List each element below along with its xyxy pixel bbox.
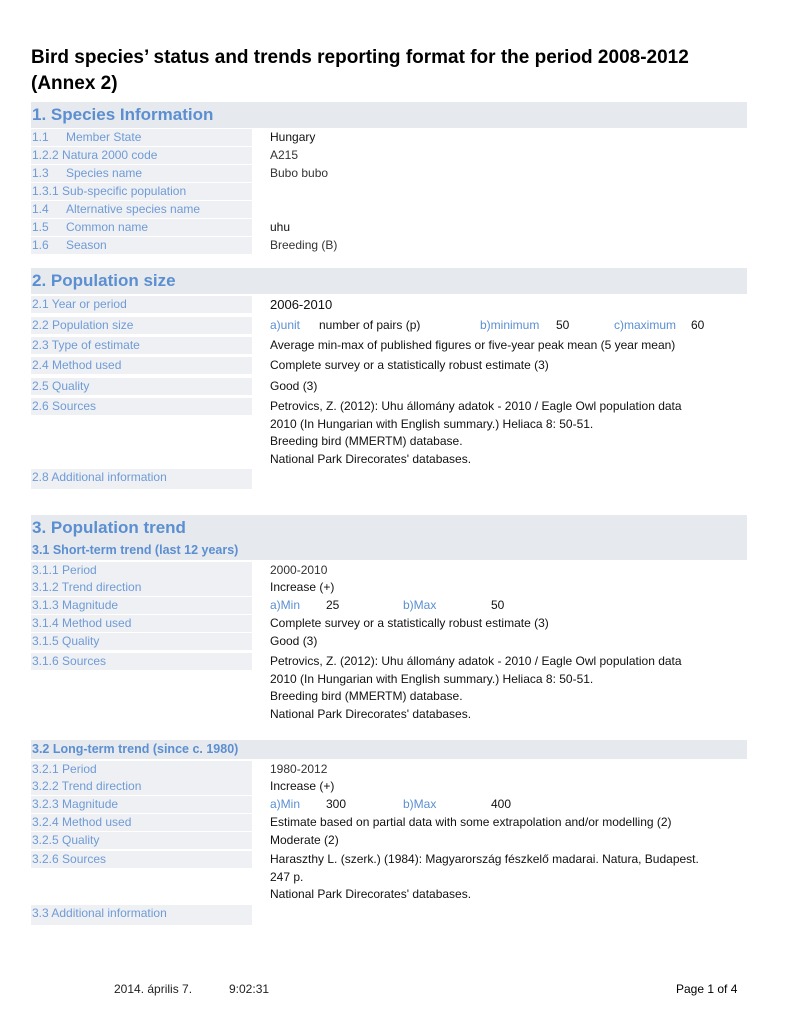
source-line: National Park Direcorates' databases.: [270, 706, 472, 721]
source-line: Breeding bird (MMERTM) database.: [270, 689, 463, 703]
long-max-value: 400: [491, 797, 512, 811]
short-min-value: 25: [326, 598, 340, 612]
unit-key: a)unit: [270, 318, 301, 332]
value-quality: Good (3): [270, 379, 318, 393]
value-type-of-estimate: Average min-max of published figures or five-year peak mean (5 year mean): [270, 338, 676, 352]
label-species-name: 1.3 Species name: [31, 165, 252, 182]
source-line: Petrovics, Z. (2012): Uhu állomány adatok - 2010 / Eagle Owl population data: [270, 399, 682, 413]
value-short-trend-direction: Increase (+): [270, 580, 335, 594]
label-common-name: 1.5 Common name: [31, 219, 252, 236]
short-sources-list: [270, 653, 740, 723]
section-species-information: 1. Species Information: [31, 102, 747, 128]
value-long-quality: Moderate (2): [270, 833, 339, 847]
long-max-key: b)Max: [403, 797, 437, 811]
label-short-sources: 3.1.6 Sources: [31, 653, 252, 670]
value-long-period: 1980-2012: [270, 762, 328, 776]
footer-page-number: Page 1 of 4: [676, 982, 738, 996]
label-alternative-species-name: 1.4 Alternative species name: [31, 201, 252, 218]
label-short-magnitude: 3.1.3 Magnitude: [31, 597, 252, 614]
long-sources-list: [270, 851, 740, 904]
label-method-used: 2.4 Method used: [31, 357, 252, 374]
value-year-or-period: 2006-2010: [270, 297, 333, 312]
source-line: 247 p.: [270, 869, 304, 884]
source-line: Petrovics, Z. (2012): Uhu állomány adatok - 2010 / Eagle Owl population data: [270, 654, 682, 668]
label-long-period: 3.2.1 Period: [31, 761, 252, 778]
source-line: Breeding bird (MMERTM) database.: [270, 434, 463, 448]
minimum-key: b)minimum: [480, 318, 540, 332]
long-min-value: 300: [326, 797, 347, 811]
value-member-state: Hungary: [270, 130, 316, 144]
minimum-value: 50: [556, 318, 570, 332]
title-line-2: (Annex 2): [31, 73, 118, 94]
label-long-trend-direction: 3.2.2 Trend direction: [31, 778, 252, 795]
section-population-trend: 3. Population trend: [31, 515, 747, 541]
value-short-method-used: Complete survey or a statistically robust estimate (3): [270, 616, 549, 630]
document-title: [31, 45, 761, 97]
short-max-value: 50: [491, 598, 505, 612]
section-population-size: 2. Population size: [31, 268, 747, 294]
unit-value: number of pairs (p): [319, 318, 421, 332]
label-trend-additional-information: 3.3 Additional information: [31, 905, 252, 925]
label-long-magnitude: 3.2.3 Magnitude: [31, 796, 252, 813]
footer-date: 2014. április 7.: [114, 982, 193, 996]
label-additional-information: 2.8 Additional information: [31, 469, 252, 489]
source-line: National Park Direcorates' databases.: [270, 887, 472, 901]
label-long-sources: 3.2.6 Sources: [31, 851, 252, 868]
value-long-trend-direction: Increase (+): [270, 779, 335, 793]
long-min-key: a)Min: [270, 797, 301, 811]
maximum-key: c)maximum: [614, 318, 676, 332]
value-method-used: Complete survey or a statistically robust estimate (3): [270, 358, 549, 372]
value-long-method-used: Estimate based on partial data with some extrapolation and/or modelling (2): [270, 815, 672, 829]
label-natura-code: 1.2.2 Natura 2000 code: [31, 147, 252, 164]
value-common-name: uhu: [270, 220, 291, 234]
label-member-state: 1.1 Member State: [31, 129, 252, 146]
label-sub-specific-population: 1.3.1 Sub-specific population: [31, 183, 252, 200]
footer-time: 9:02:31: [229, 982, 270, 996]
source-line: 2010 (In Hungarian with English summary.) Heliaca 8: 50-51.: [270, 671, 594, 686]
label-year-or-period: 2.1 Year or period: [31, 296, 252, 313]
source-line: National Park Direcorates' databases.: [270, 451, 472, 466]
value-short-period: 2000-2010: [270, 563, 328, 577]
source-line: 2010 (In Hungarian with English summary.) Heliaca 8: 50-51.: [270, 416, 594, 431]
value-short-quality: Good (3): [270, 634, 318, 648]
label-sources: 2.6 Sources: [31, 398, 252, 415]
label-short-period: 3.1.1 Period: [31, 562, 252, 579]
maximum-value: 60: [691, 318, 705, 332]
label-population-size: 2.2 Population size: [31, 317, 252, 334]
label-season: 1.6 Season: [31, 237, 252, 254]
sources-list: [270, 398, 740, 468]
title-line-1: Bird species’ status and trends reporting format for the period 2008-2012: [31, 47, 689, 68]
label-short-quality: 3.1.5 Quality: [31, 633, 252, 650]
label-long-method-used: 3.2.4 Method used: [31, 814, 252, 831]
source-line: Haraszthy L. (szerk.) (1984): Magyarország fészkelő madarai. Natura, Budapest.: [270, 852, 699, 866]
label-type-of-estimate: 2.3 Type of estimate: [31, 337, 252, 354]
label-quality: 2.5 Quality: [31, 378, 252, 395]
value-natura-code: A215: [270, 148, 299, 162]
label-short-trend-direction: 3.1.2 Trend direction: [31, 579, 252, 596]
label-short-method-used: 3.1.4 Method used: [31, 615, 252, 632]
subsection-short-term-trend: 3.1 Short-term trend (last 12 years): [31, 541, 747, 560]
value-season: Breeding (B): [270, 238, 338, 252]
short-min-key: a)Min: [270, 598, 301, 612]
short-max-key: b)Max: [403, 598, 437, 612]
value-species-name: Bubo bubo: [270, 166, 329, 180]
subsection-long-term-trend: 3.2 Long-term trend (since c. 1980): [31, 740, 747, 759]
label-long-quality: 3.2.5 Quality: [31, 832, 252, 849]
